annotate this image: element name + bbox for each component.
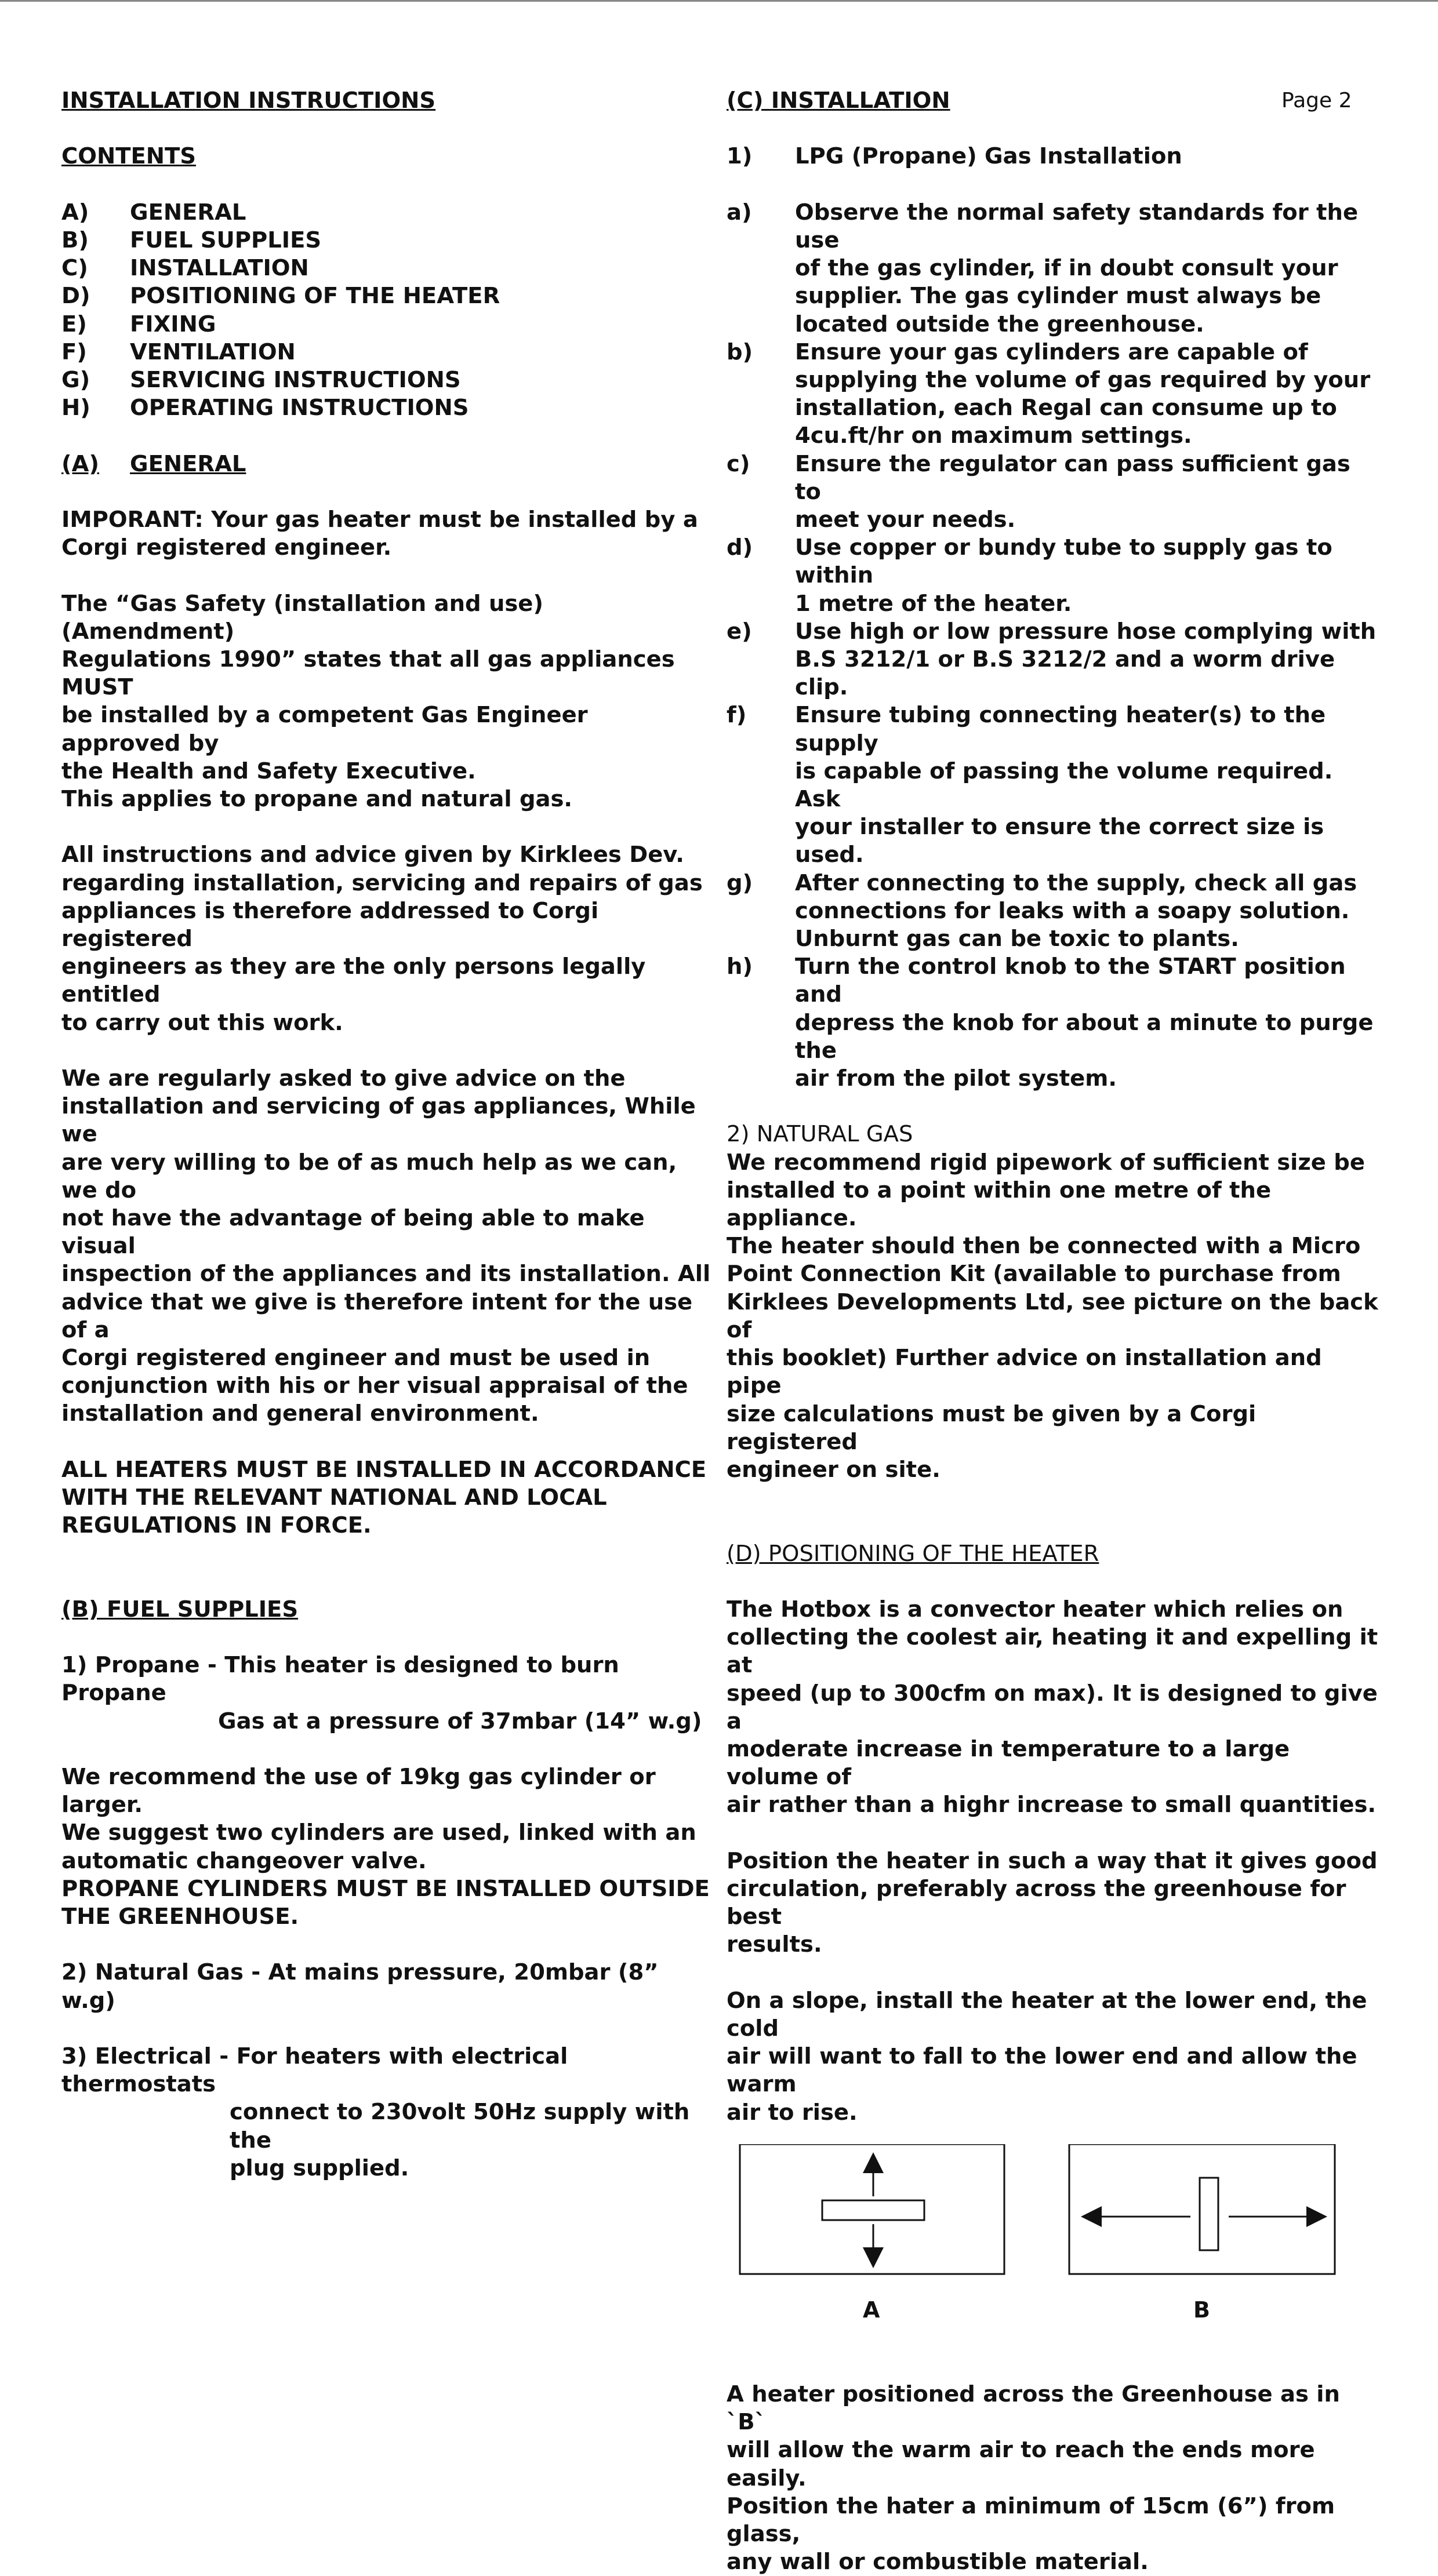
right-column xyxy=(727,87,1382,2576)
positioning-heading: (D) POSITIONING OF THE HEATER xyxy=(727,1540,1099,1567)
general-heading: (A) GENERAL xyxy=(61,450,246,477)
list-item: b) Ensure your gas cylinders are capable of supplying the volume of gas required by your installation, each Regal can consume up to 4cu.ft/hr on maximum settings. xyxy=(727,339,1371,449)
heater-lengthwise-a xyxy=(822,2200,924,2220)
list-item: c) Ensure the regulator can pass sufficient gas to meet your needs. xyxy=(727,450,1350,533)
page-number: Page 2 xyxy=(1281,89,1352,112)
heater-position-diagrams xyxy=(727,2144,1382,2353)
contents-item: H) OPERATING INSTRUCTIONS xyxy=(61,395,469,421)
installation-heading: (C) INSTALLATION xyxy=(727,88,950,114)
general-paragraph-1: IMPORANT: Your gas heater must be installed by a Corgi registered engineer. xyxy=(61,506,698,561)
natural-gas-paragraph: We recommend rigid pipework of sufficient size be installed to a point within one metre of the appliance. The heater should then be connected with a Micro Point Connection Kit (available to purchase from Kirklees Developments Ltd, see picture on the back of this booklet) Further advice on installation and pipe size calculations must be given by a Corgi registered engineer on site. xyxy=(727,1149,1378,1483)
list-item: h) Turn the control knob to the START position and depress the knob for about a minute to purge the air from the pilot system. xyxy=(727,954,1374,1092)
top-border-line xyxy=(0,0,1438,2)
natural-gas-supply-item: 2) Natural Gas - At mains pressure, 20mbar (8” w.g) xyxy=(61,1959,659,2014)
lpg-subheading: 1) LPG (Propane) Gas Installation xyxy=(727,143,1182,170)
lpg-instructions-list xyxy=(727,199,1382,1093)
list-item: g) After connecting to the supply, check all gas connections for leaks with a soapy solution. Unburnt gas can be toxic to plants. xyxy=(727,869,1357,952)
document-title: INSTALLATION INSTRUCTIONS xyxy=(61,88,436,114)
contents-item: A) GENERAL xyxy=(61,199,246,225)
diagram-label-a: A xyxy=(863,2297,880,2323)
contents-item: G) SERVICING INSTRUCTIONS xyxy=(61,367,461,393)
contents-item: D) POSITIONING OF THE HEATER xyxy=(61,283,500,310)
contents-list xyxy=(61,199,714,423)
propane-supply-item: 1) Propane - This heater is designed to burn Propane Gas at a pressure of 37mbar (14” w.g) xyxy=(61,1652,702,1734)
general-paragraph-3: All instructions and advice given by Kirklees Dev. regarding installation, servicing and repairs of gas appliances is therefore addressed to Corgi registered engineers as they are the only persons legally entitled to carry out this work. xyxy=(61,842,703,1036)
heater-across-b xyxy=(1200,2178,1218,2250)
contents-item: F) VENTILATION xyxy=(61,339,296,365)
cylinder-recommendation: We recommend the use of 19kg gas cylinder or larger. We suggest two cylinders are used, linked with an automatic changeover valve. PROPANE CYLINDERS MUST BE INSTALLED OUTSIDE THE GREENHOUSE. xyxy=(61,1764,710,1930)
greenhouse-outline-a xyxy=(740,2144,1004,2274)
diagram-svg xyxy=(727,2144,1382,2353)
positioning-paragraph-4: A heater positioned across the Greenhouse as in `B` will allow the warm air to reach the ends more easily. Position the hater a minimum of 15cm (6”) from glass, any wall or combustible material. xyxy=(727,2381,1340,2575)
list-item: d) Use copper or bundy tube to supply gas to within 1 metre of the heater. xyxy=(727,534,1332,617)
contents-heading: CONTENTS xyxy=(61,143,196,170)
list-item: f) Ensure tubing connecting heater(s) to the supply is capable of passing the volume required. Ask your installer to ensure the correct size is used. xyxy=(727,702,1333,868)
contents-item: C) INSTALLATION xyxy=(61,255,309,282)
diagram-a xyxy=(740,2144,1004,2274)
list-item: e) Use high or low pressure hose complying with B.S 3212/1 or B.S 3212/2 and a worm drive clip. xyxy=(727,618,1377,701)
electrical-supply-item: 3) Electrical - For heaters with electrical thermostats connect to 230volt 50Hz supply with the plug supplied. xyxy=(61,2043,690,2181)
left-column xyxy=(61,87,714,2182)
list-item: a) Observe the normal safety standards for the use of the gas cylinder, if in doubt consult your supplier. The gas cylinder must always be located outside the greenhouse. xyxy=(727,199,1359,337)
natural-gas-heading: 2) NATURAL GAS xyxy=(727,1121,913,1148)
general-paragraph-2: The “Gas Safety (installation and use) (Amendment) Regulations 1990” states that all gas appliances MUST be installed by a competent Gas Engineer approved by the Health and Safety Executive. This applies to propane and natural gas. xyxy=(61,590,675,812)
fuel-supplies-heading: (B) FUEL SUPPLIES xyxy=(61,1596,299,1622)
general-paragraph-4: We are regularly asked to give advice on the installation and servicing of gas appliances, While we are very willing to be of as much help as we can, we do not have the advantage of being able to make visual inspection of the appliances and its installation. All advice that we give is therefore intent for the use of a Corgi registered engineer and must be used in conjunction with his or her visual appraisal of the installation and general environment. xyxy=(61,1065,711,1427)
positioning-paragraph-1: The Hotbox is a convector heater which relies on collecting the coolest air, heating it and expelling it at speed (up to 300cfm on max). It is designed to give a moderate increase in temperature to a large volume of air rather than a highr increase to small quantities. xyxy=(727,1596,1378,1818)
positioning-paragraph-2: Position the heater in such a way that it gives good circulation, preferably across the greenhouse for best results. xyxy=(727,1847,1378,1958)
regulations-notice: ALL HEATERS MUST BE INSTALLED IN ACCORDANCE WITH THE RELEVANT NATIONAL AND LOCAL REGULATIONS IN FORCE. xyxy=(61,1456,707,1539)
contents-item: E) FIXING xyxy=(61,311,216,337)
positioning-paragraph-3: On a slope, install the heater at the lower end, the cold air will want to fall to the lower end and allow the warm air to rise. xyxy=(727,1987,1367,2126)
greenhouse-outline-b xyxy=(1069,2144,1335,2274)
diagram-b xyxy=(1069,2144,1335,2274)
diagram-label-b: B xyxy=(1193,2297,1210,2323)
contents-item: B) FUEL SUPPLIES xyxy=(61,227,322,253)
